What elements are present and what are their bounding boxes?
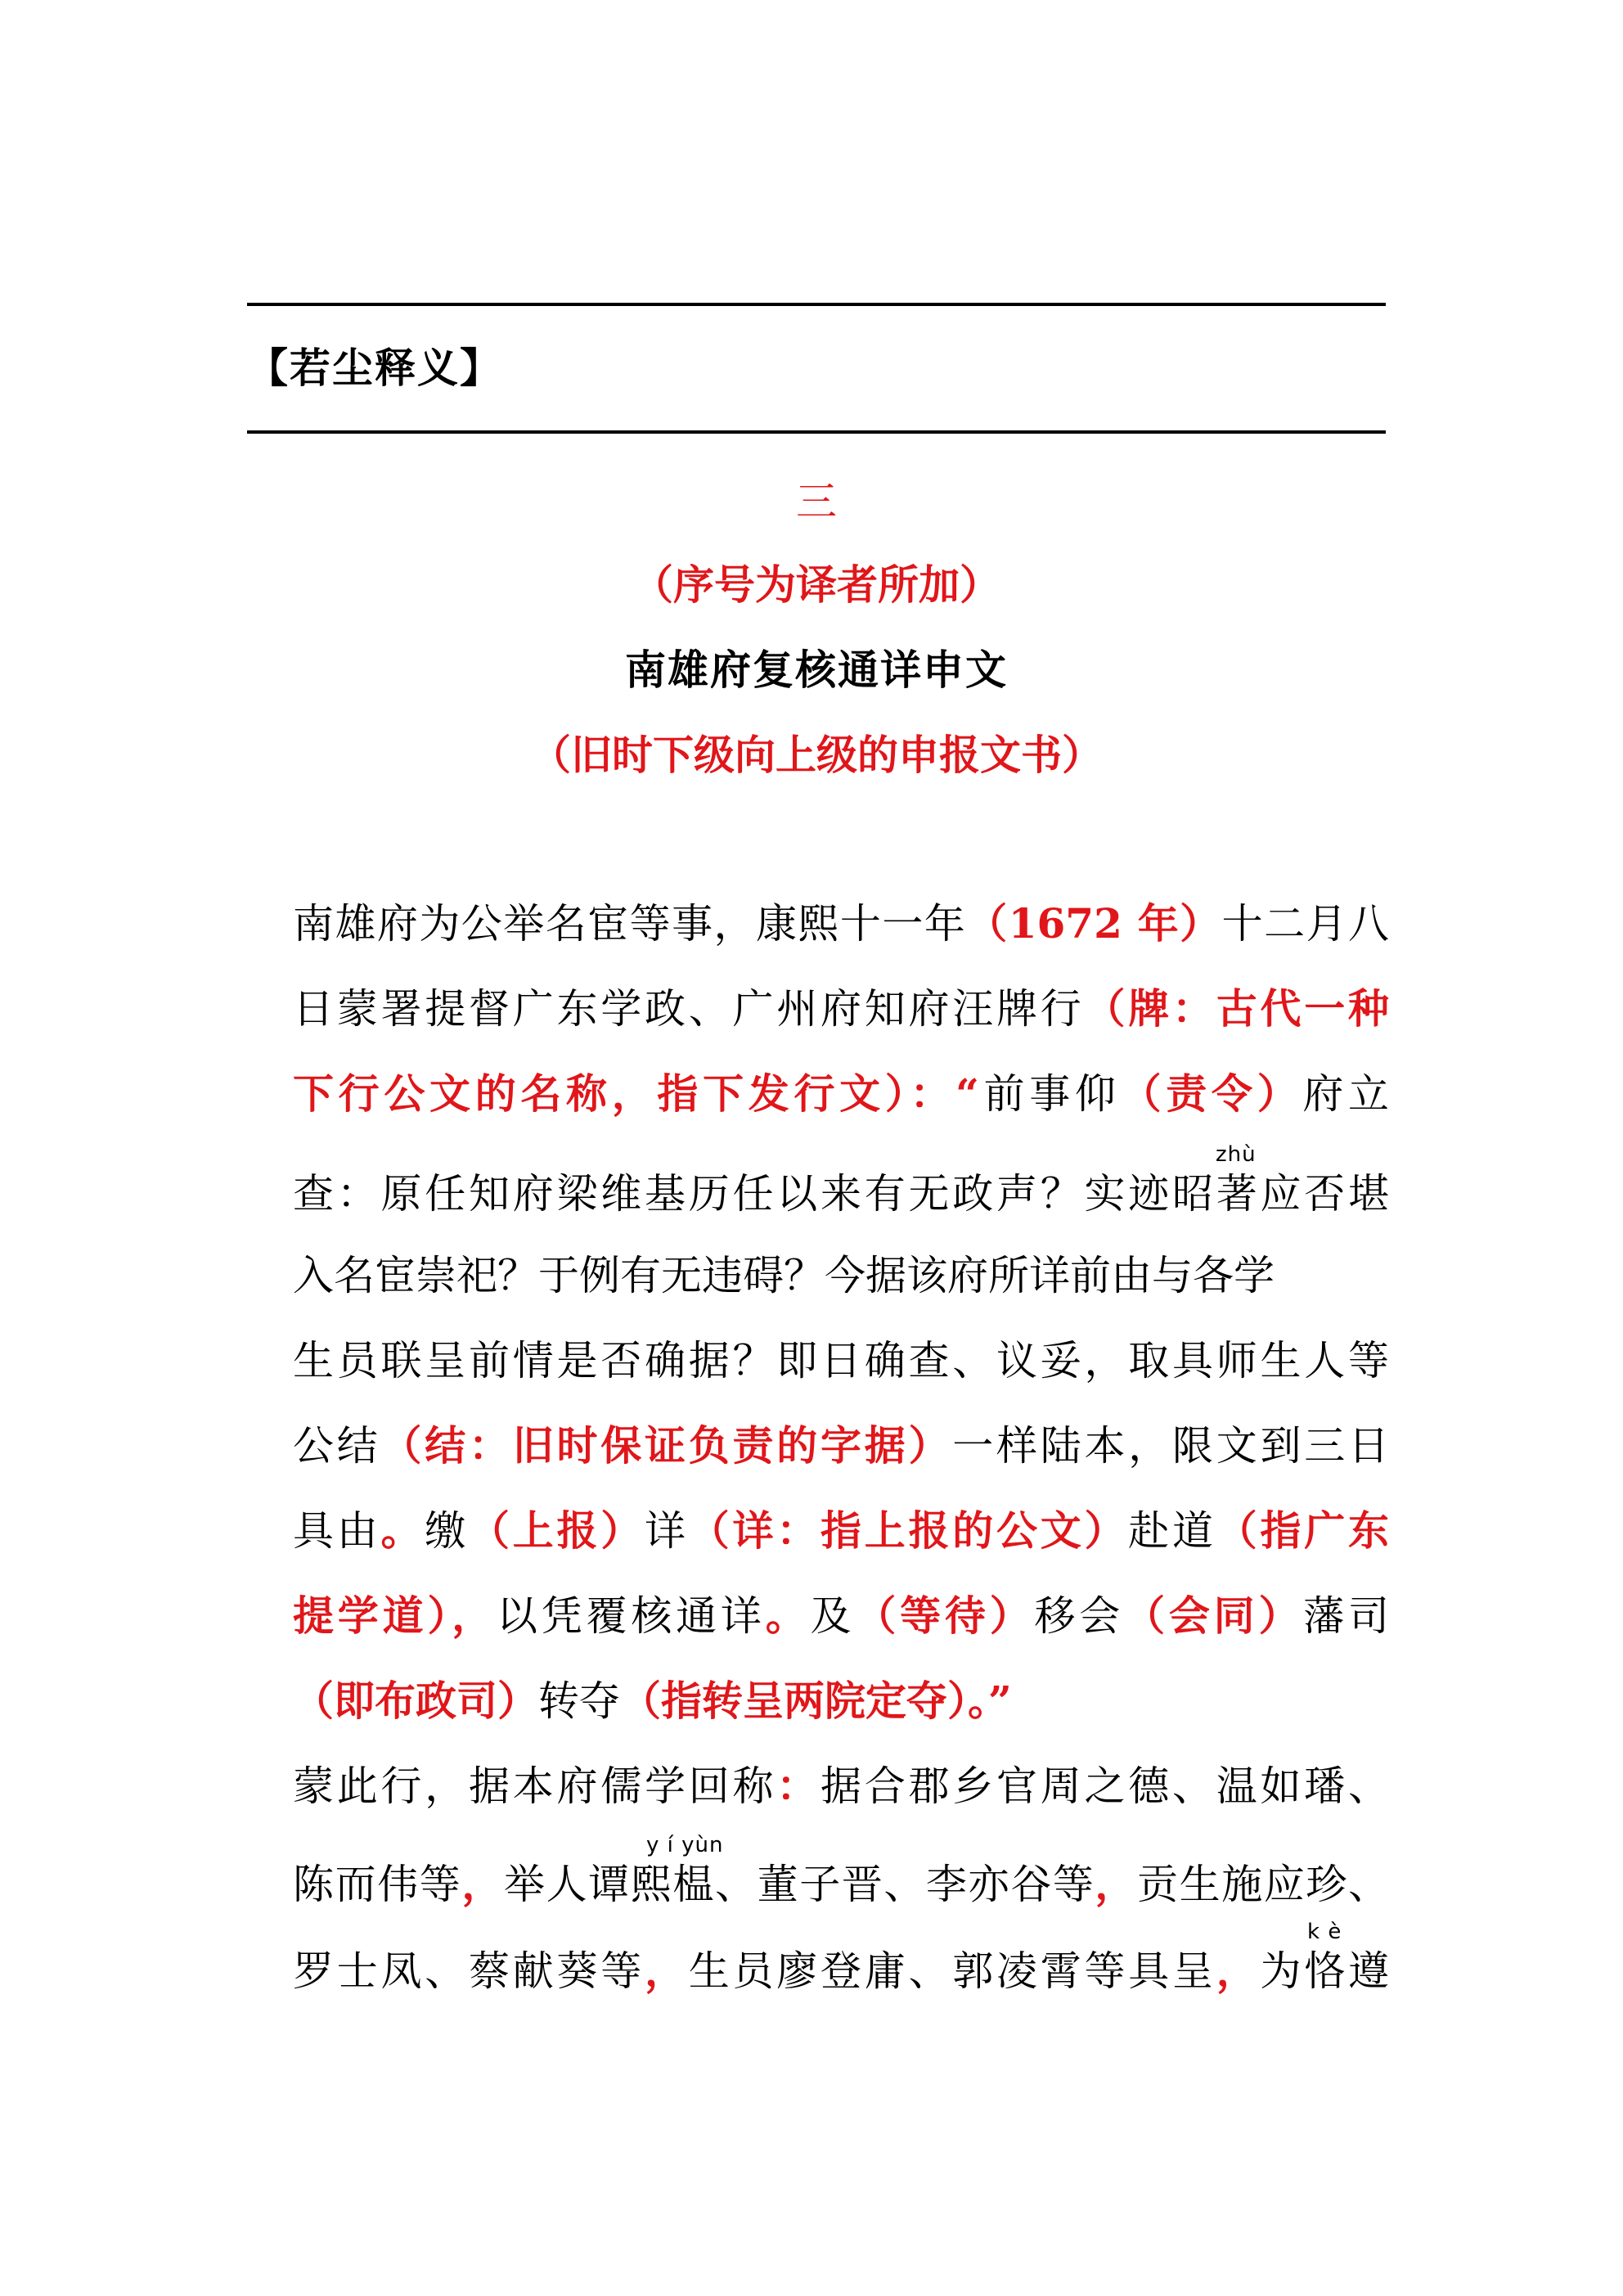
body-line-4: 查：原任知府梁维基历任以来有无政声？实迹昭著应否堪 <box>293 1170 1389 1218</box>
body-line-2: 日蒙署提督广东学政、广州府知府汪牌行（牌：古代一种 <box>293 984 1389 1033</box>
body-line-6: 生员联呈前情是否确据？即日确查、议妥，取具师生人等 <box>293 1337 1389 1384</box>
pinyin-yi-yun: y í yùn <box>646 1833 724 1857</box>
heading-note-1: （序号为译者所加） <box>632 560 1000 609</box>
body-line-10: （即布政司）转夺（指转呈两院定夺）。” <box>293 1677 1012 1725</box>
body-line-8: 具由。缴（上报）详（详：指上报的公文）赴道（指广东 <box>293 1506 1389 1555</box>
bottom-rule <box>247 430 1386 434</box>
body-line-7: 公结（结：旧时保证负责的字据）一样陆本，限文到三日 <box>293 1421 1389 1470</box>
body-line-11: 蒙此行，据本府儒学回称：据合郡乡官周之德、温如璠、 <box>293 1762 1389 1810</box>
section-number: 三 <box>796 478 837 525</box>
body-line-9: 提学道），以凭覆核通详。及（等待）移会（会同）藩司 <box>293 1591 1390 1640</box>
body-line-5: 入名宦崇祀？于例有无违碍？今据该府所详前由与各学 <box>293 1252 1275 1299</box>
pinyin-ke: k è <box>1307 1920 1342 1944</box>
section-label: 【若尘释义】 <box>247 344 502 392</box>
body-line-12: 陈而伟等，举人谭熙榅、董子晋、李亦谷等，贡生施应珍、 <box>293 1860 1390 1908</box>
document-title: 南雄府复核通详申文 <box>625 646 1008 694</box>
body-line-13: 罗士凤、蔡献葵等，生员廖登庸、郭凌霄等具呈，为恪遵 <box>293 1947 1389 1995</box>
body-line-1: 南雄府为公举名宦等事，康熙十一年（1672 年）十二月八 <box>293 899 1389 948</box>
top-rule <box>247 303 1386 306</box>
body-line-3: 下行公文的名称，指下发行文）：“前事仰（责令）府立 <box>293 1069 1390 1118</box>
heading-note-2: （旧时下级向上级的申报文书） <box>530 731 1103 779</box>
pinyin-zhu: zhù <box>1216 1142 1257 1167</box>
